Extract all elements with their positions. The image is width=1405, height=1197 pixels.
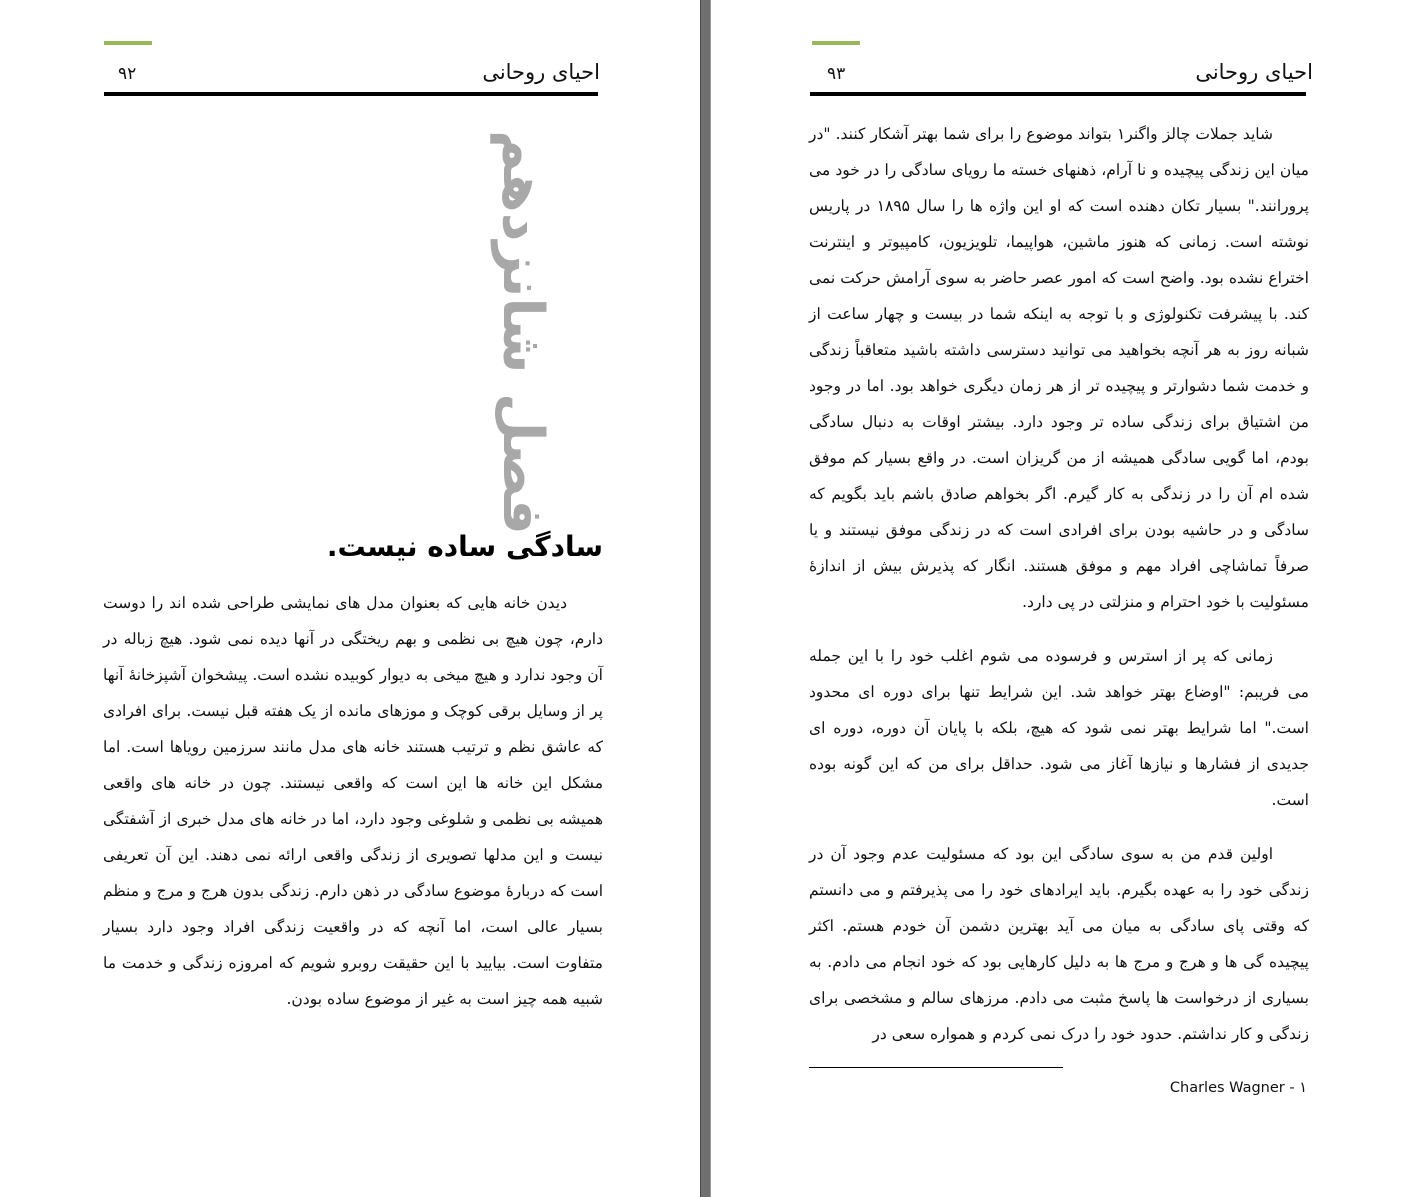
running-title: احیای روحانی: [1195, 60, 1313, 84]
page-number: ۹۳: [827, 64, 846, 84]
left-page: [0, 0, 700, 1197]
page-number: ۹۲: [118, 64, 137, 84]
section-heading: سادگی ساده نیست.: [326, 530, 603, 563]
body-text: [103, 585, 603, 1017]
paragraph: دیدن خانه هایی که بعنوان مدل های نمایشی طراحی شده اند را دوست دارم، چون هیچ بی نظمی و بهم ریختگی در آنها دیده نمی شود. هیچ زباله در آن وجود ندارد و هیچ میخی به دیوار کوبیده نشده است. پیشخوان آشپزخانهٔ آنها پر از وسایل برقی کوچک و موزهای مانده از یک هفته قبل نیست. برای افرادی که عاشق نظم و ترتیب هستند خانه های مدل مانند سرزمین رویاها است. اما مشکل این خانه ها این است که واقعی نیستند. چون در خانه های واقعی همیشه بی نظمی و شلوغی وجود دارد، اما در خانه های مدل خبری از آشفتگی نیست و این مدلها تصویری از زندگی واقعی ارائه نمی دهند. این آن تعریفی است که دربارهٔ موضوع سادگی در ذهن دارم. زندگی بدون هرج و مرج و منظم بسیار عالی است، اما آنچه که در واقعیت زندگی افراد وجود دارد بسیار متفاوت است. بیایید با این حقیقت روبرو شویم که امروزه زندگی و خدمت ما شبیه همه چیز است به غیر از موضوع ساده بودن.: [103, 594, 603, 1008]
footnote: [1170, 1080, 1307, 1096]
paragraph: شاید جملات چالز واگنر۱ بتواند موضوع را برای شما بهتر آشکار کنند. "در میان این زندگی پیچیده و نا آرام، ذهنهای خسته ما رویای سادگی را در خود می پرورانند." بسیار تکان دهنده است که او این واژه ها را سال ۱۸۹۵ در پاریس نوشته است. زمانی که هنوز ماشین، هواپیما، تلویزیون، کامپیوتر و اینترنت اختراع نشده بود. واضح است که امور عصر حاضر به سوی آرامش حرکت نمی کند. با پیشرفت تکنولوژی و با توجه به اینکه شما در بیست و چهار ساعت از شبانه روز به هر آنچه بخواهید می توانید دسترسی داشته باشید متعاقباً زندگی و خدمت شما دشوارتر و پیچیده تر از هر زمان دیگری خواهد بود. اما در وجود من اشتیاق برای زندگی ساده تر وجود دارد. بیشتر اوقات به دنبال سادگی بودم، اما گویی سادگی همیشه از من گریزان است. در واقع بسیار کم موفق شده ام آن را در زندگی به کار گیرم. اگر بخواهم صادق باشم باید بگویم که سادگی و در حاشیه بودن برای افرادی است که در زندگی موفق نیستند و یا صرفاً تماشاچی افراد مهم و موفق هستند. انگار که پذیرش بیش از اندازهٔ مسئولیت با خود احترام و منزلتی در پی دارد.: [809, 125, 1309, 611]
header-accent-bar: [104, 41, 152, 45]
running-title: احیای روحانی: [482, 60, 600, 84]
footnote-text: Charles Wagner: [1169, 1080, 1285, 1096]
body-text: [809, 116, 1309, 1052]
header-accent-bar: [812, 41, 860, 45]
book-gutter: [700, 0, 711, 1197]
header-rule: [810, 92, 1306, 96]
footnote-rule: [809, 1067, 1063, 1068]
footnote-number: ۱ -: [1289, 1080, 1307, 1096]
chapter-title: فصل شانزدهم: [490, 130, 555, 535]
paragraph: زمانی که پر از استرس و فرسوده می شوم اغلب خود را با این جمله می فریبم: "اوضاع بهتر خواهد شد. این شرایط تنها برای دوره ای محدود است." اما شرایط بهتر نمی شود که هیچ، بلکه با پایان آن دوره، دوره ای جدیدی از فشارها و نیازها آغاز می شود. حداقل برای من که این گونه بوده است.: [809, 647, 1309, 809]
header-rule: [104, 92, 598, 96]
paragraph: اولین قدم من به سوی سادگی این بود که مسئولیت عدم وجود آن در زندگی خود را به عهده بگیرم. باید ایرادهای خود را می پذیرفتم و می دانستم که وقتی پای سادگی به میان می آید بهترین دشمن آن خودم هستم. اکثر پیچیده گی ها و هرج و مرج ها به دلیل کارهایی بود که خود انجام می دادم. به بسیاری از درخواست ها پاسخ مثبت می دادم. مرزهای سالم و مشخصی برای زندگی و کار نداشتم. حدود خود را درک نمی کردم و همواره سعی در: [809, 845, 1309, 1043]
